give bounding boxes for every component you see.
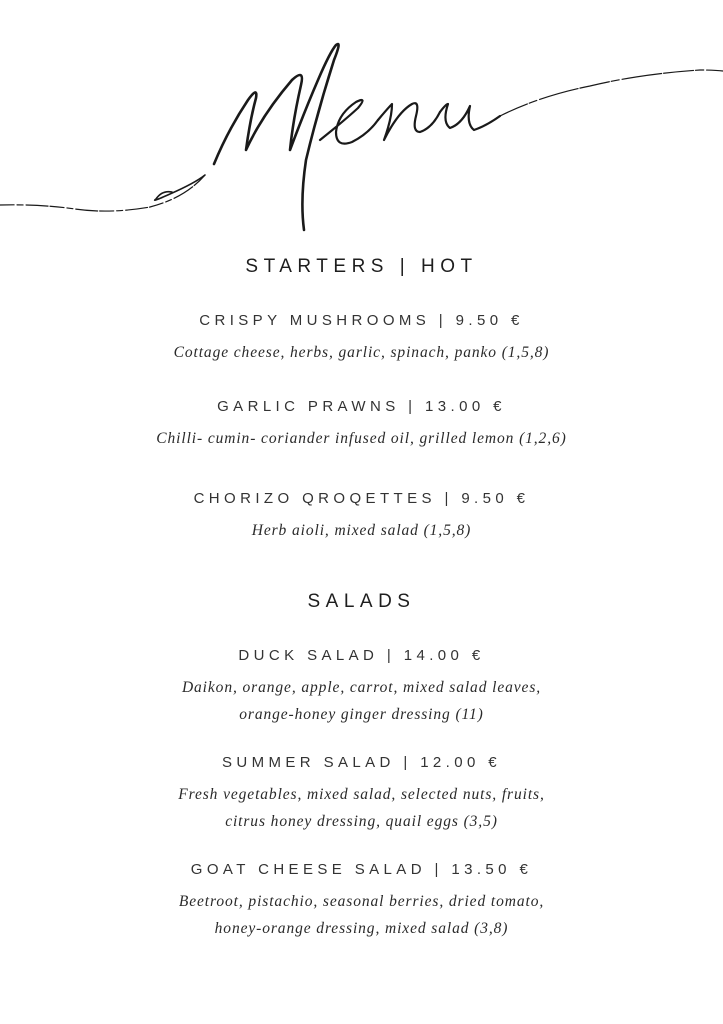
menu-title-script bbox=[0, 0, 723, 240]
flourish-right bbox=[500, 70, 723, 116]
letter-e bbox=[320, 100, 378, 144]
menu-item-description-line: citrus honey dressing, quail eggs (3,5) bbox=[225, 813, 498, 830]
menu-item bbox=[0, 753, 723, 835]
menu-item-description-line: Herb aioli, mixed salad (1,5,8) bbox=[251, 522, 472, 539]
menu-item-description bbox=[0, 888, 723, 942]
menu-item-description-line: Chilli- cumin- coriander infused oil, grilled lemon (1,2,6) bbox=[156, 430, 567, 447]
menu-item bbox=[0, 397, 723, 452]
menu-item-name: GOAT CHEESE SALAD | 13.50 € bbox=[190, 861, 533, 878]
menu-item-description-line: Fresh vegetables, mixed salad, selected nuts, fruits, bbox=[178, 786, 545, 803]
menu-item-name: SUMMER SALAD | 12.00 € bbox=[221, 754, 502, 771]
menu-item-description bbox=[0, 781, 723, 835]
letter-u bbox=[440, 104, 500, 130]
menu-item bbox=[0, 646, 723, 728]
menu-item-description-line: Beetroot, pistachio, seasonal berries, dried tomato, bbox=[178, 893, 545, 910]
menu-item bbox=[0, 860, 723, 942]
menu-item-name: CRISPY MUSHROOMS | 9.50 € bbox=[199, 312, 524, 329]
menu-item-name: GARLIC PRAWNS | 13.00 € bbox=[217, 398, 506, 415]
menu-item-description bbox=[0, 517, 723, 544]
menu-item-name: CHORIZO QROQETTES | 9.50 € bbox=[193, 490, 530, 507]
flourish-left bbox=[0, 175, 205, 211]
menu-item bbox=[0, 489, 723, 544]
section-title-starters: STARTERS | HOT bbox=[245, 256, 478, 277]
letter-n bbox=[378, 103, 440, 140]
menu-item bbox=[0, 311, 723, 366]
menu-item-description-line: honey-orange dressing, mixed salad (3,8) bbox=[214, 920, 509, 937]
menu-item-description bbox=[0, 674, 723, 728]
section-title-salads: SALADS bbox=[307, 591, 416, 612]
menu-item-description bbox=[0, 425, 723, 452]
menu-item-name: DUCK SALAD | 14.00 € bbox=[238, 647, 485, 664]
menu-item-description-line: Daikon, orange, apple, carrot, mixed salad leaves, bbox=[181, 679, 542, 696]
menu-item-description bbox=[0, 339, 723, 366]
letter-m bbox=[214, 44, 339, 230]
menu-item-description-line: Cottage cheese, herbs, garlic, spinach, panko (1,5,8) bbox=[173, 344, 550, 361]
menu-item-description-line: orange-honey ginger dressing (11) bbox=[239, 706, 484, 723]
